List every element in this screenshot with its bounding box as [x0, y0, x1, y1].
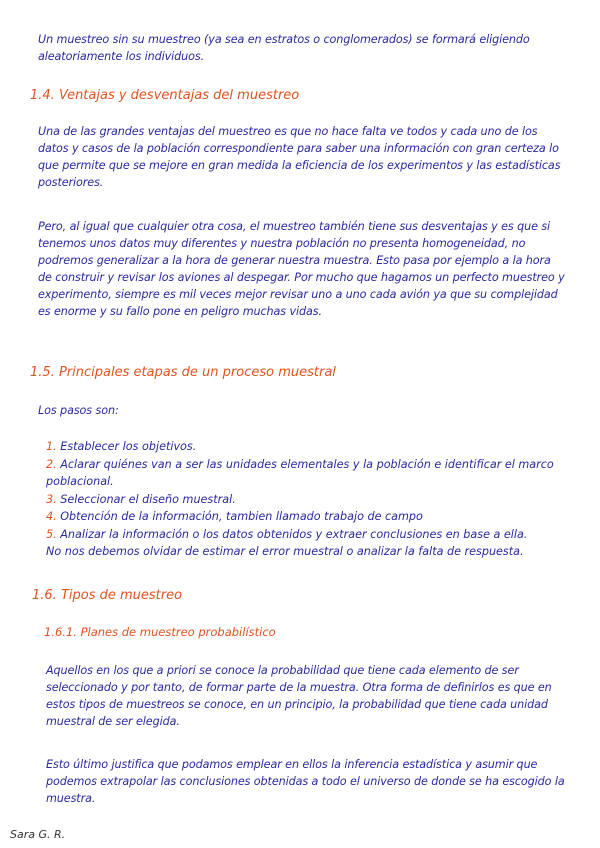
step-number: 4.: [46, 510, 57, 523]
list-item: [46, 438, 566, 456]
section-heading-1-4: 1.4. Ventajas y desventajas del muestreo: [30, 88, 300, 103]
advantages-paragraph: Una de las grandes ventajas del muestreo es que no hace falta ve todos y cada uno de los datos y casos de la población correspondiente para saber una información con gran certeza lo que permite que se mejore en gran medida la eficiencia de los experimentos y las estadísticas posteriores.: [38, 125, 561, 189]
intro-paragraph: Un muestreo sin su muestreo (ya sea en estratos o conglomerados) se formará eligiendo aleatoriamente los individuos.: [38, 33, 530, 63]
step-text: Analizar la información o los datos obtenidos y extraer conclusiones en base a ella.: [60, 527, 528, 541]
step-number: 5.: [46, 527, 57, 541]
list-item: [46, 526, 566, 544]
step-text: Obtención de la información, tambien llamado trabajo de campo: [60, 510, 423, 523]
list-item: [46, 508, 566, 526]
inference-paragraph: Esto último justifica que podamos emplear en ellos la inferencia estadística y asumir que podemos extrapolar las conclusiones obtenidas a todo el universo de donde se ha escogido la muestra.: [46, 758, 565, 805]
signature: Sara G. R.: [10, 828, 66, 841]
probabilistic-paragraph: Aquellos en los que a priori se conoce la probabilidad que tiene cada elemento de ser seleccionado y por tanto, de formar parte de la muestra. Otra forma de definirlos es que en estos tipos de muestreos se conoce, en un principio, la probabilidad que tiene cada unidad muestral de ser elegida.: [46, 664, 552, 728]
list-item: [46, 491, 566, 509]
section-heading-1-6: 1.6. Tipos de muestreo: [32, 588, 183, 603]
list-item: [46, 456, 566, 491]
step-number: 2.: [46, 457, 57, 471]
step-number: 1.: [46, 440, 57, 453]
subsection-heading-1-6-1: 1.6.1. Planes de muestreo probabilístico: [44, 625, 276, 639]
section-heading-1-5: 1.5. Principales etapas de un proceso muestral: [30, 365, 336, 380]
disadvantages-paragraph: Pero, al igual que cualquier otra cosa, el muestreo también tiene sus desventajas y es que si tenemos unos datos muy diferentes y nuestra población no presenta homogeneidad, no podremos generalizar a la hora de generar nuestra muestra. Esto pasa por ejemplo a la hora de construir y revisar los aviones al despegar. Por mucho que hagamos un perfecto muestreo y experimento, siempre es mil veces mejor revisar uno a uno cada avión ya que su complejidad es enorme y su fallo pone en peligro muchas vidas.: [38, 220, 565, 318]
step-text: Seleccionar el diseño muestral.: [60, 492, 236, 506]
step-text: Establecer los objetivos.: [60, 440, 197, 453]
list-note: No nos debemos olvidar de estimar el error muestral o analizar la falta de respuesta.: [46, 545, 524, 558]
step-text: Aclarar quiénes van a ser las unidades elementales y la población e identificar el marco poblacional.: [46, 457, 554, 488]
steps-intro: Los pasos son:: [38, 404, 119, 417]
steps-list: [46, 438, 566, 561]
step-number: 3.: [46, 492, 57, 506]
